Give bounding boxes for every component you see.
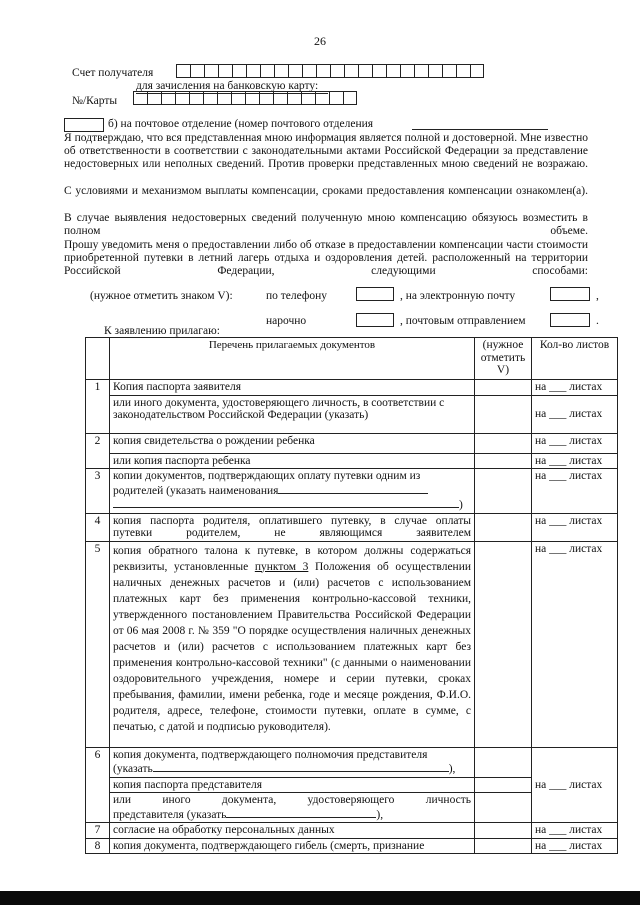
doc-item-close: ) [459, 499, 463, 511]
postal-checkbox[interactable] [64, 118, 104, 132]
mark-cell[interactable] [475, 453, 532, 469]
paragraph-notify: Прошу уведомить меня о предоставлении либо об отказе в предоставлении компенсации части стоимости приобретенной путевки в летний лагерь отдыха и оздоровления детей. расположенный на территории Российской Федерации, следующими способами: [64, 239, 588, 277]
row-number: 4 [86, 513, 110, 541]
doc-names-blank[interactable] [278, 483, 428, 494]
representative-doc-blank[interactable] [226, 807, 376, 818]
sheets-cell[interactable]: на ___ листах [532, 747, 618, 823]
doc-item: согласие на обработку персональных данных [110, 823, 475, 839]
doc-names-blank-2[interactable] [113, 497, 459, 508]
sheets-cell[interactable]: на ___ листах [532, 433, 618, 453]
postal-label: б) на почтовое отделение (номер почтового отделения [108, 118, 374, 130]
mail-dot: . [596, 315, 599, 327]
mark-cell[interactable] [475, 823, 532, 839]
email-comma: , [596, 290, 599, 302]
courier-checkbox[interactable] [356, 313, 394, 327]
table-row [86, 380, 618, 396]
table-row [86, 838, 618, 854]
table-row [86, 395, 618, 433]
scan-edge-bar [0, 891, 640, 905]
doc-item-close: ), [448, 763, 456, 775]
clause-link[interactable]: пунктом 3 [254, 560, 309, 573]
attach-label: К заявлению прилагаю: [104, 325, 220, 337]
sheets-cell[interactable]: на ___ листах [532, 380, 618, 396]
mark-cell[interactable] [475, 513, 532, 541]
mark-cell[interactable] [475, 380, 532, 396]
sheets-cell[interactable]: на ___ листах [532, 469, 618, 514]
paragraph-confirm: Я подтверждаю, что вся представленная мною информация является полной и достоверной. Мне известно об ответственности в соответствии с законодательными актами Российской Федерации за представление недостоверных или неполных сведений. Против проверки представленных мною сведений не возражаю. [64, 132, 588, 170]
doc-item: копия паспорта родителя, оплатившего путевку, в случае оплаты путевки родителем, не являющимся заявителем [110, 513, 475, 541]
card-label: №/Карты [72, 95, 118, 107]
doc-item-text-2: (указать [113, 763, 153, 775]
mark-cell[interactable] [475, 777, 532, 793]
phone-label: по телефону [266, 290, 327, 302]
mark-cell[interactable] [475, 838, 532, 854]
doc-item-close: ), [376, 808, 384, 821]
row-number: 5 [86, 541, 110, 747]
sheets-cell[interactable]: на ___ листах [532, 838, 618, 854]
notify-note: (нужное отметить знаком V): [90, 290, 233, 302]
doc-item: копия свидетельства о рождении ребенка [110, 433, 475, 453]
doc-item: или иного документа, удостоверяющего личность, в соответствии с законодательством Российской Федерации (указать) [110, 395, 475, 433]
doc-item: копия документа, подтверждающего гибель (смерть, признание [110, 838, 475, 854]
doc-item [110, 541, 475, 747]
doc-item: Копия паспорта заявителя [110, 380, 475, 396]
paragraph-conditions: С условиями и механизмом выплаты компенсации, сроками предоставления компенсации ознакомлен(а). [64, 185, 588, 197]
sheets-cell[interactable]: на ___ листах [532, 395, 618, 433]
phone-checkbox[interactable] [356, 287, 394, 301]
postal-number-line[interactable] [412, 129, 548, 130]
attachments-table [85, 337, 618, 854]
doc-item-text: копия обратного талона к путевке, в котором должны содержаться реквизиты, установленные [113, 544, 471, 573]
mail-label: , почтовым отправлением [400, 315, 526, 327]
row-number: 3 [86, 469, 110, 514]
header-list: Перечень прилагаемых документов [110, 338, 475, 380]
doc-item-text-2: представителя (указать [113, 808, 227, 821]
courier-label: нарочно [266, 315, 307, 327]
doc-item [110, 469, 475, 514]
doc-item-text: копия документа, подтверждающего полномочия представителя [113, 748, 428, 761]
row-number: 8 [86, 838, 110, 854]
card-number-cells[interactable] [133, 91, 357, 105]
header-num [86, 338, 110, 380]
table-row [86, 469, 618, 514]
account-number-cells[interactable] [176, 64, 484, 78]
mark-cell[interactable] [475, 747, 532, 777]
table-row [86, 823, 618, 839]
mark-cell[interactable] [475, 469, 532, 514]
doc-item [110, 747, 475, 777]
doc-item: или копия паспорта ребенка [110, 453, 475, 469]
table-header-row [86, 338, 618, 380]
table-row [86, 747, 618, 777]
account-label: Счет получателя [72, 67, 154, 79]
mark-cell[interactable] [475, 541, 532, 747]
page-number: 26 [314, 34, 326, 48]
doc-item: копия паспорта представителя [110, 777, 475, 793]
row-number: 1 [86, 380, 110, 434]
doc-item-text-2: Положения об осуществлении наличных денежных расчетов и (или) расчетов с использованием платежных карт без применения контрольно-кассовой техники, утвержденного постановлением Правительства Российской Федерации от 06 мая 2008 г. № 359 "О порядке осуществления наличных денежных расчетов и (или) расчетов с использованием платежных карт без применения контрольно-кассовой техники" (с данными о наименовании оздоровительного учреждения, номере и серии путевки, сроках пребывания, фамилии, имени ребенка, годе и месяце рождения, Ф.И.О. родителя, адресе, телефоне, стоимости путевки, оплате в сумме, с печатью, с датой и подписью руководителя). [113, 560, 472, 733]
email-label: , на электронную почту [400, 290, 516, 302]
card-caption: для зачисления на банковскую карту: [136, 80, 319, 92]
table-row [86, 433, 618, 453]
mark-cell[interactable] [475, 433, 532, 453]
paragraph-refund: В случае выявления недостоверных сведений полученную мною компенсацию обязуюсь возместить в полном объеме. [64, 212, 588, 237]
mark-cell[interactable] [475, 793, 532, 823]
table-row [86, 541, 618, 747]
row-number: 6 [86, 747, 110, 823]
email-checkbox[interactable] [550, 287, 590, 301]
header-mark: (нужное отметить V) [475, 338, 532, 380]
sheets-cell[interactable]: на ___ листах [532, 823, 618, 839]
authority-doc-blank[interactable] [153, 761, 449, 772]
doc-item-text: или иного документа, удостоверяющего личность [113, 794, 471, 806]
sheets-cell[interactable]: на ___ листах [532, 453, 618, 469]
sheets-cell[interactable]: на ___ листах [532, 513, 618, 541]
table-row [86, 513, 618, 541]
sheets-cell[interactable]: на ___ листах [532, 541, 618, 747]
row-number: 2 [86, 433, 110, 469]
doc-item [110, 793, 475, 823]
table-row [86, 453, 618, 469]
row-number: 7 [86, 823, 110, 839]
mark-cell[interactable] [475, 395, 532, 433]
header-sheets: Кол-во листов [532, 338, 618, 380]
doc-item-text: копии документов, подтверждающих оплату путевки одним из родителей (указать наименования [113, 470, 421, 497]
mail-checkbox[interactable] [550, 313, 590, 327]
